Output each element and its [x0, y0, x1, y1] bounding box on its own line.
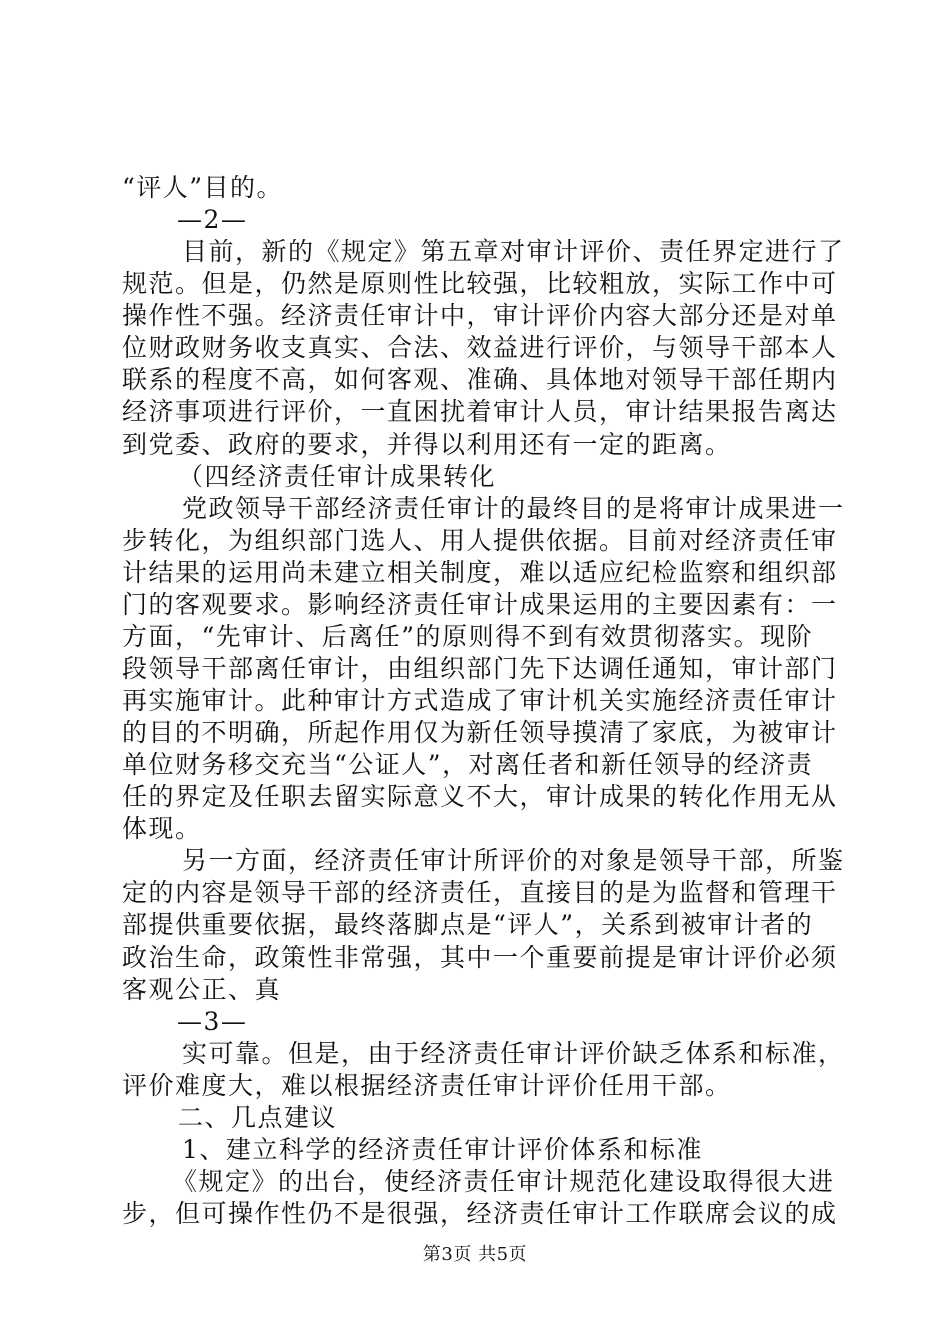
subsection-heading-text: 1、建立科学的经济责任审计评价体系和标准	[182, 1135, 703, 1164]
text-line-content: 单位财务移交充当“公证人”，对离任者和新任领导的经济责	[122, 750, 814, 779]
text-line-content: 实可靠。但是，由于经济责任审计评价缺乏体系和标准，	[182, 1039, 845, 1068]
page-marker-text: —2—	[177, 205, 248, 234]
text-line-content: 任的界定及任职去留实际意义不大，审计成果的转化作用无从	[122, 782, 838, 811]
text-line-content: 计结果的运用尚未建立相关制度，难以适应纪检监察和组织部	[122, 558, 838, 587]
text-line-content: 到党委、政府的要求，并得以利用还有一定的距离。	[122, 430, 732, 459]
text-line-content: 政治生命，政策性非常强，其中一个重要前提是审计评价必须	[122, 943, 838, 972]
section-heading-text: （四经济责任审计成果转化	[178, 462, 497, 491]
text-line-content: 规范。但是，仍然是原则性比较强，比较粗放，实际工作中可	[122, 269, 838, 298]
text-line-content: 另一方面，经济责任审计所评价的对象是领导干部，所鉴	[182, 846, 845, 875]
text-line-content: 方面，“先审计、后离任”的原则得不到有效贯彻落实。现阶	[122, 622, 814, 651]
text-line-content: 部提供重要依据，最终落脚点是“评人”，关系到被审计者的	[122, 910, 814, 939]
section-heading-text: 二、几点建议	[178, 1103, 338, 1132]
page-footer: 第3页 共5页	[422, 1244, 528, 1265]
text-line-content: 《规定》的出台，使经济责任审计规范化建设取得很大进	[172, 1167, 835, 1196]
text-line-content: “评人”目的。	[122, 173, 284, 202]
text-line-content: 段领导干部离任审计，由组织部门先下达调任通知，审计部门	[122, 654, 838, 683]
text-line-content: 门的客观要求。影响经济责任审计成果运用的主要因素有：一	[122, 590, 838, 619]
text-line-content: 位财政财务收支真实、合法、效益进行评价，与领导干部本人	[122, 333, 838, 362]
page-marker-text: —3—	[177, 1007, 248, 1036]
text-line-content: 党政领导干部经济责任审计的最终目的是将审计成果进一	[182, 494, 845, 523]
text-line-content: 经济事项进行评价，一直困扰着审计人员，审计结果报告离达	[122, 397, 838, 426]
text-line-content: 再实施审计。此种审计方式造成了审计机关实施经济责任审计	[122, 686, 838, 715]
text-line-content: 评价难度大，难以根据经济责任审计评价任用干部。	[122, 1071, 732, 1100]
text-line-content: 操作性不强。经济责任审计中，审计评价内容大部分还是对单	[122, 301, 838, 330]
text-line-content: 体现。	[122, 814, 202, 843]
text-line-content: 定的内容是领导干部的经济责任，直接目的是为监督和管理干	[122, 878, 838, 907]
text-line-content: 的目的不明确，所起作用仅为新任领导摸清了家底，为被审计	[122, 718, 838, 747]
text-line-content: 客观公正、真	[122, 975, 282, 1004]
text-line-content: 步，但可操作性仍不是很强，经济责任审计工作联席会议的成	[122, 1199, 838, 1228]
text-line-content: 联系的程度不高，如何客观、准确、具体地对领导干部任期内	[122, 365, 838, 394]
text-line-content: 步转化，为组织部门选人、用人提供依据。目前对经济责任审	[122, 526, 838, 555]
text-line-content: 目前，新的《规定》第五章对审计评价、责任界定进行了	[182, 237, 845, 266]
